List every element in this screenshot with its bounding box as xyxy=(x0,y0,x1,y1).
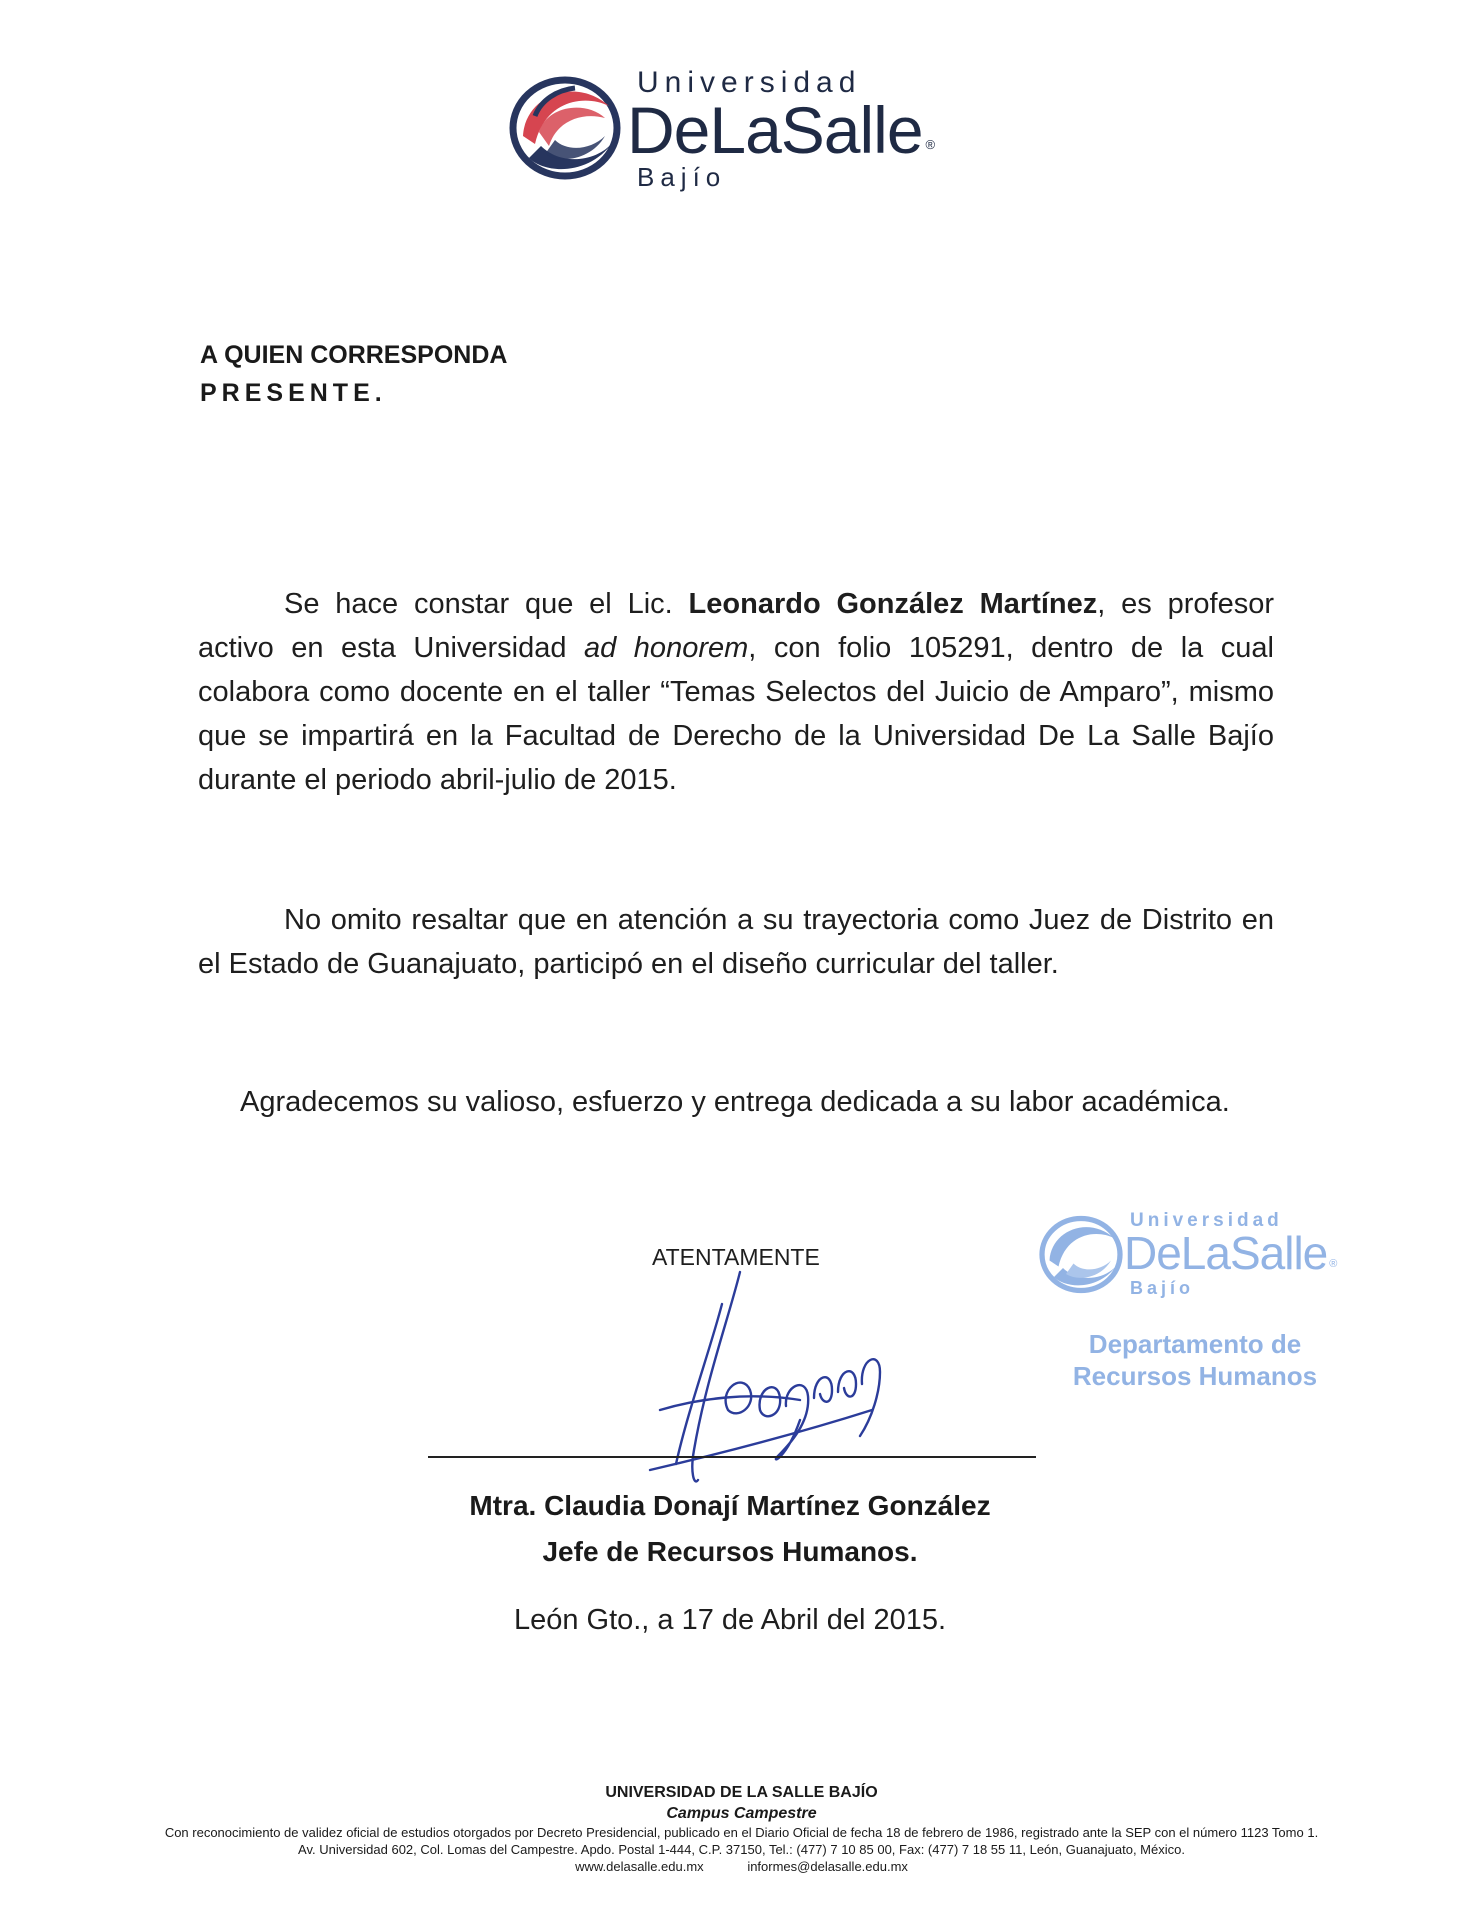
p1-professor-name: Leonardo González Martínez xyxy=(688,588,1098,620)
signer-name: Mtra. Claudia Donají Martínez González xyxy=(469,1490,991,1521)
logo-line-bajio: Bajío xyxy=(637,162,727,192)
body-paragraph-2 xyxy=(198,898,1274,986)
place-and-date: León Gto., a 17 de Abril del 2015. xyxy=(513,1604,947,1636)
salutation-presente: PRESENTE. xyxy=(200,379,387,407)
stamp-dept-line1: Departamento de xyxy=(1088,1329,1302,1359)
p1-rest: , con folio 105291, dentro de la cual colabora como docente en el taller “Temas Selectos del Juicio de Amparo”, mismo que se impartirá en la Facultad de Derecho de la Universidad De La Salle Bajío durante el periodo abril-julio de 2015. xyxy=(198,632,1274,796)
stamp-line-delasalle xyxy=(1124,1226,1336,1280)
footer-email: informes@delasalle.edu.mx xyxy=(747,1859,908,1874)
logo-delasalle-text: DeLaSalle xyxy=(627,93,923,167)
stamp-emblem-icon xyxy=(1036,1208,1126,1298)
department-stamp xyxy=(1030,1200,1400,1420)
stamp-delasalle-text: DeLaSalle xyxy=(1124,1227,1328,1279)
letter-footer xyxy=(40,1782,1443,1875)
footer-website: www.delasalle.edu.mx xyxy=(575,1859,704,1874)
p2-text: No omito resaltar que en atención a su trayectoria como Juez de Distrito en el Estado de Guanajuato, participó en el diseño curricular del taller. xyxy=(198,904,1274,980)
stamp-department xyxy=(1030,1328,1360,1392)
logo-emblem-icon xyxy=(505,66,625,186)
stamp-line-bajio: Bajío xyxy=(1130,1278,1195,1298)
stamp-line-universidad: Universidad xyxy=(1130,1210,1283,1231)
logo-registered-mark: ® xyxy=(925,137,936,152)
signature-line xyxy=(428,1456,1036,1458)
footer-recognition: Con reconocimiento de validez oficial de estudios otorgados por Decreto Presidencial, publicado en el Diario Oficial de fecha 18 de febrero de 1986, registrado ante la SEP con el número 1123 Tomo 1. xyxy=(164,1825,1319,1840)
p1-intro: Se hace constar que el Lic. xyxy=(284,588,689,620)
signer-role: Jefe de Recursos Humanos. xyxy=(542,1536,918,1567)
logo-line-universidad: Universidad xyxy=(637,66,862,99)
closing-atentamente: ATENTAMENTE xyxy=(652,1244,820,1270)
stamp-registered-mark: ® xyxy=(1329,1258,1337,1270)
body-paragraph-1 xyxy=(198,582,1274,802)
salutation xyxy=(200,336,507,412)
footer-address: Av. Universidad 602, Col. Lomas del Campestre. Apdo. Postal 1-444, C.P. 37150, Tel.: (477) 7 10 85 00, Fax: (477) 7 18 55 11, León, Guanajuato, México. xyxy=(298,1842,1185,1857)
body-paragraph-3: Agradecemos su valioso, esfuerzo y entrega dedicada a su labor académica. xyxy=(240,1086,1230,1118)
p1-ad-honorem: ad honorem xyxy=(584,632,749,664)
p1-middle: , es profesor activo en esta Universidad xyxy=(198,588,1275,664)
stamp-dept-line2: Recursos Humanos xyxy=(1072,1361,1318,1391)
footer-contact xyxy=(40,1858,1443,1875)
handwritten-signature xyxy=(610,1260,910,1500)
footer-campus: Campus Campestre xyxy=(666,1805,817,1822)
university-logo xyxy=(505,62,965,202)
footer-institution: UNIVERSIDAD DE LA SALLE BAJÍO xyxy=(605,1784,878,1801)
salutation-recipient: A QUIEN CORRESPONDA xyxy=(200,341,508,369)
logo-line-delasalle xyxy=(627,92,935,168)
